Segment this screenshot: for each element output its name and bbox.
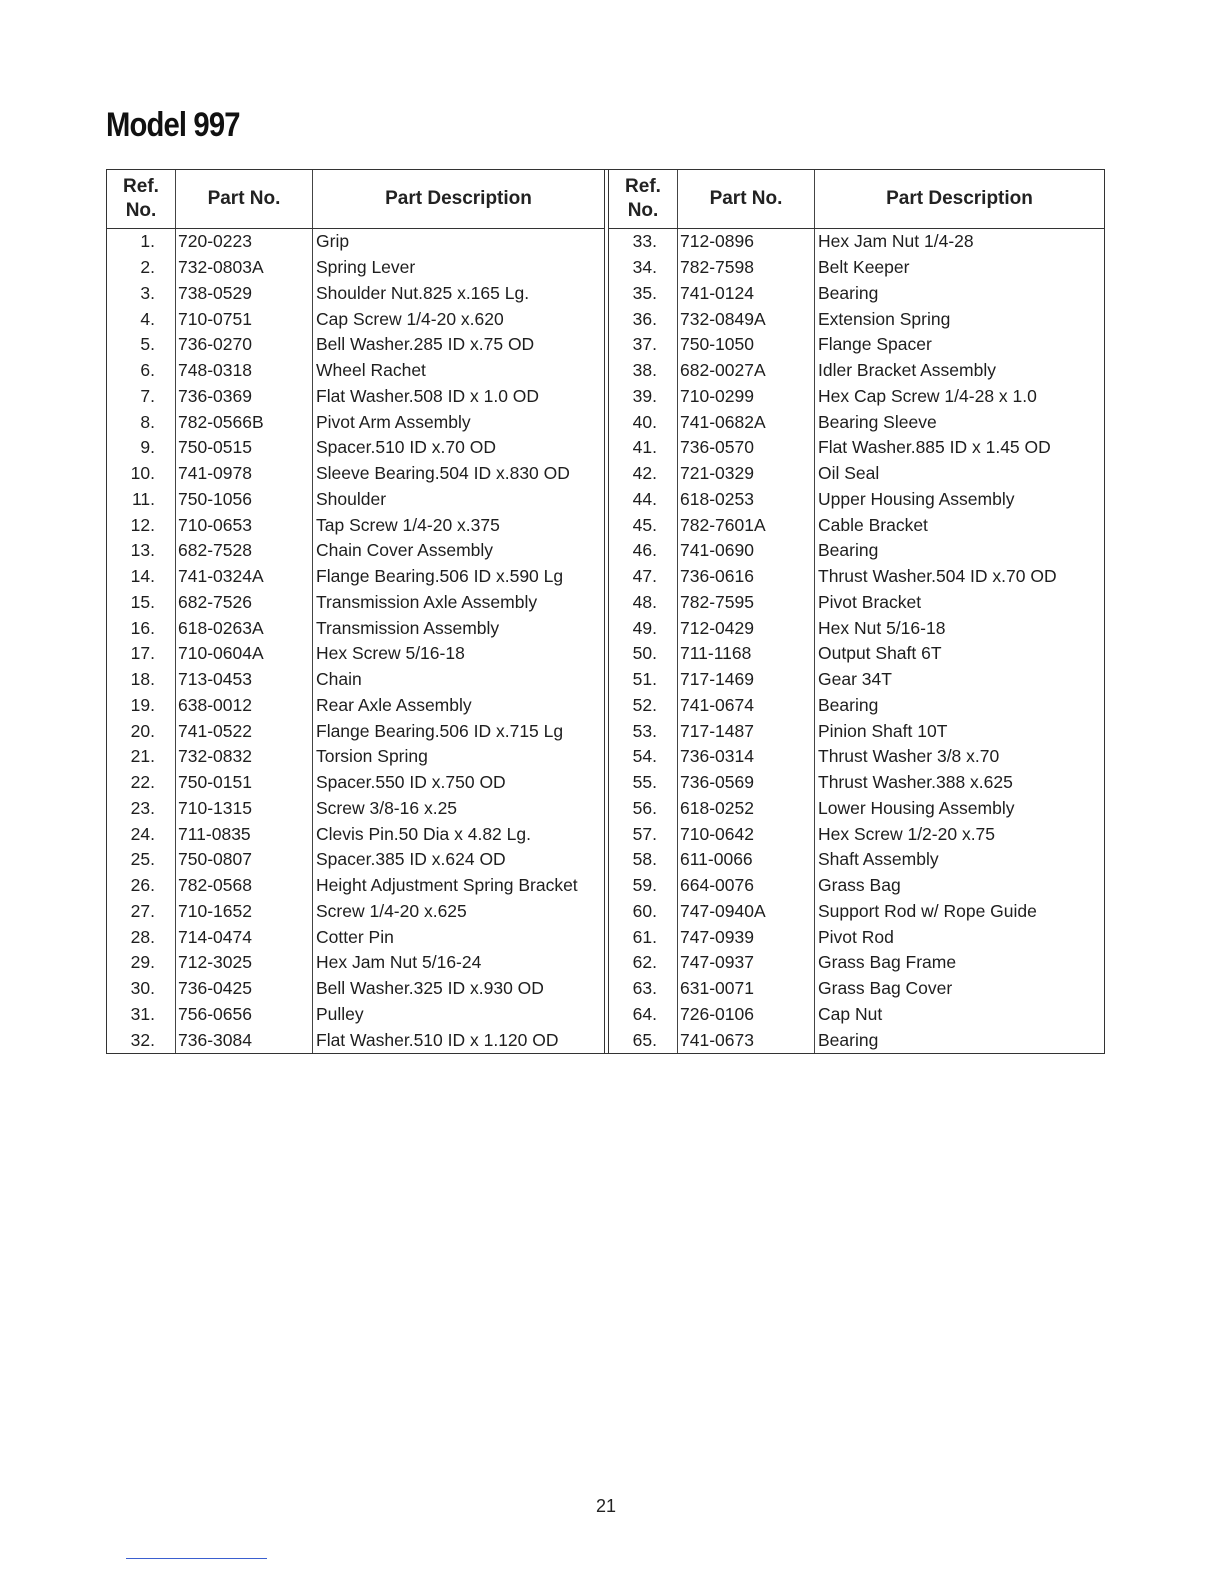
part-no-cell: 782-0568 (178, 875, 252, 896)
part-no-cell: 782-7601A (680, 514, 766, 535)
part-no-cell: 736-0425 (178, 978, 252, 999)
ref-no-cell: 57. (632, 823, 657, 844)
part-description-cell: Spacer.550 ID x.750 OD (316, 772, 506, 793)
part-description-cell: Shoulder Nut.825 x.165 Lg. (316, 282, 530, 303)
part-description-cell: Height Adjustment Spring Bracket (316, 875, 578, 896)
table-row (609, 461, 1104, 487)
part-description-cell: Lower Housing Assembly (818, 797, 1015, 818)
ref-no-cell: 37. (632, 334, 657, 355)
ref-no-cell: 58. (632, 849, 657, 870)
ref-no-cell: 38. (632, 360, 657, 381)
part-description-cell: Upper Housing Assembly (818, 488, 1015, 509)
table-row (609, 229, 1104, 255)
table-row (107, 306, 604, 332)
part-description-cell: Support Rod w/ Rope Guide (818, 900, 1037, 921)
ref-no-cell: 48. (632, 591, 657, 612)
part-description-cell: Chain Cover Assembly (316, 540, 494, 561)
part-no-cell: 741-0674 (680, 694, 754, 715)
ref-no-cell: 22. (130, 772, 155, 793)
part-description-header: Part Description (814, 170, 1104, 228)
ref-no-cell: 27. (130, 900, 155, 921)
part-description-cell: Spring Lever (316, 257, 416, 278)
part-no-cell: 741-0124 (680, 282, 754, 303)
part-no-cell: 736-0616 (680, 566, 754, 587)
part-description-cell: Hex Screw 1/2-20 x.75 (818, 823, 996, 844)
part-description-cell: Cap Nut (818, 1003, 883, 1024)
part-no-cell: 710-0604A (178, 643, 264, 664)
ref-no-cell: 25. (130, 849, 155, 870)
part-no-cell: 732-0832 (178, 746, 252, 767)
parts-table (106, 169, 1105, 1054)
ref-no-header: Ref. No. (123, 176, 159, 221)
part-no-cell: 712-0896 (680, 231, 754, 252)
table-row (609, 306, 1104, 332)
part-no-cell: 736-0270 (178, 334, 252, 355)
ref-no-cell: 51. (632, 669, 657, 690)
part-description-cell: Screw 3/8-16 x.25 (316, 797, 458, 818)
part-no-cell: 611-0066 (680, 849, 753, 870)
part-description-cell: Pivot Arm Assembly (316, 411, 471, 432)
part-no-header: Part No. (175, 170, 312, 228)
part-description-cell: Bearing (818, 282, 879, 303)
part-description-cell: Sleeve Bearing.504 ID x.830 OD (316, 463, 570, 484)
table-row (609, 770, 1104, 796)
table-row (107, 538, 604, 564)
table-row (609, 821, 1104, 847)
part-no-cell: 747-0940A (680, 900, 766, 921)
ref-no-cell: 1. (140, 231, 155, 252)
part-description-cell: Flange Bearing.506 ID x.715 Lg (316, 720, 564, 741)
table-row (609, 847, 1104, 873)
table-row (609, 564, 1104, 590)
table-row (609, 641, 1104, 667)
ref-no-cell: 17. (130, 643, 155, 664)
part-description-cell: Flange Spacer (818, 334, 932, 355)
ref-no-cell: 44. (632, 488, 657, 509)
part-no-cell: 711-0835 (178, 823, 251, 844)
ref-no-cell: 24. (130, 823, 155, 844)
part-no-cell: 741-0522 (178, 720, 252, 741)
ref-no-cell: 21. (130, 746, 155, 767)
table-row (107, 384, 604, 410)
part-no-cell: 732-0803A (178, 257, 264, 278)
ref-no-cell: 61. (632, 926, 657, 947)
table-row (609, 512, 1104, 538)
table-row (107, 281, 604, 307)
part-description-cell: Pinion Shaft 10T (818, 720, 948, 741)
table-row (107, 899, 604, 925)
ref-no-cell: 23. (130, 797, 155, 818)
table-row (107, 1002, 604, 1028)
ref-no-cell: 54. (632, 746, 657, 767)
ref-no-cell: 10. (130, 463, 155, 484)
part-description-cell: Shaft Assembly (818, 849, 939, 870)
ref-no-cell: 4. (140, 308, 155, 329)
ref-no-cell: 46. (632, 540, 657, 561)
ref-no-cell: 9. (140, 437, 155, 458)
table-body (609, 229, 1104, 1053)
part-no-cell: 748-0318 (178, 360, 252, 381)
table-row (107, 255, 604, 281)
part-no-cell: 736-0369 (178, 385, 252, 406)
part-no-cell: 714-0474 (178, 926, 252, 947)
part-no-cell: 717-1469 (680, 669, 754, 690)
part-no-cell: 618-0252 (680, 797, 754, 818)
table-row (609, 358, 1104, 384)
ref-no-cell: 42. (632, 463, 657, 484)
ref-no-cell: 5. (140, 334, 155, 355)
table-row (609, 1027, 1104, 1053)
part-description-cell: Bearing (818, 694, 879, 715)
ref-no-cell: 13. (130, 540, 155, 561)
table-row (107, 358, 604, 384)
part-no-cell: 712-3025 (178, 952, 252, 973)
ref-no-cell: 29. (130, 952, 155, 973)
ref-no-cell: 62. (632, 952, 657, 973)
ref-no-cell: 15. (130, 591, 155, 612)
part-no-cell: 717-1487 (680, 720, 754, 741)
part-description-cell: Gear 34T (818, 669, 892, 690)
part-description-cell: Cap Screw 1/4-20 x.620 (316, 308, 504, 329)
ref-no-cell: 33. (632, 231, 657, 252)
table-row (609, 435, 1104, 461)
part-no-cell: 713-0453 (178, 669, 252, 690)
part-no-cell: 664-0076 (680, 875, 754, 896)
table-row (609, 899, 1104, 925)
part-no-cell: 782-7598 (680, 257, 754, 278)
part-description-cell: Thrust Washer 3/8 x.70 (818, 746, 1000, 767)
part-description-cell: Flange Bearing.506 ID x.590 Lg (316, 566, 564, 587)
ref-no-cell: 11. (131, 488, 155, 509)
ref-no-cell: 47. (632, 566, 657, 587)
ref-no-cell: 2. (140, 257, 155, 278)
part-description-cell: Transmission Assembly (316, 617, 500, 638)
part-description-cell: Idler Bracket Assembly (818, 360, 996, 381)
part-description-cell: Bell Washer.285 ID x.75 OD (316, 334, 535, 355)
part-no-cell: 710-0751 (178, 308, 252, 329)
table-row (107, 229, 604, 255)
part-description-cell: Cotter Pin (316, 926, 394, 947)
part-description-cell: Torsion Spring (316, 746, 428, 767)
table-body (107, 229, 604, 1053)
table-row (107, 976, 604, 1002)
part-description-cell: Rear Axle Assembly (316, 694, 472, 715)
table-row (107, 950, 604, 976)
ref-no-cell: 56. (632, 797, 657, 818)
part-no-cell: 710-1652 (178, 900, 252, 921)
table-row (609, 538, 1104, 564)
part-description-cell: Hex Cap Screw 1/4-28 x 1.0 (818, 385, 1037, 406)
ref-no-cell: 63. (632, 978, 657, 999)
part-no-cell: 732-0849A (680, 308, 766, 329)
table-row (107, 435, 604, 461)
part-description-cell: Pivot Rod (818, 926, 894, 947)
part-description-cell: Flat Washer.510 ID x 1.120 OD (316, 1029, 559, 1050)
part-no-cell: 711-1168 (680, 643, 752, 664)
parts-table-right (608, 170, 1104, 1053)
part-description-cell: Bearing (818, 540, 879, 561)
ref-no-cell: 12. (130, 514, 155, 535)
table-row (107, 718, 604, 744)
part-description-cell: Shoulder (316, 488, 387, 509)
part-description-cell: Tap Screw 1/4-20 x.375 (316, 514, 500, 535)
table-row (107, 693, 604, 719)
part-description-cell: Spacer.510 ID x.70 OD (316, 437, 496, 458)
ref-no-cell: 52. (632, 694, 657, 715)
table-row (107, 487, 604, 513)
part-description-cell: Grass Bag Cover (818, 978, 953, 999)
ref-no-cell: 14. (130, 566, 155, 587)
ref-no-cell: 3. (140, 282, 155, 303)
table-row (609, 976, 1104, 1002)
table-row (609, 615, 1104, 641)
table-row (107, 332, 604, 358)
part-no-cell: 638-0012 (178, 694, 252, 715)
part-no-cell: 736-0314 (680, 746, 754, 767)
ref-no-header: Ref. No. (625, 176, 661, 221)
part-description-cell: Chain (316, 669, 362, 690)
part-no-cell: 756-0656 (178, 1003, 252, 1024)
part-no-cell: 738-0529 (178, 282, 252, 303)
part-description-cell: Clevis Pin.50 Dia x 4.82 Lg. (316, 823, 531, 844)
part-description-header: Part Description (312, 170, 604, 228)
part-description-cell: Grass Bag Frame (818, 952, 957, 973)
table-row (107, 847, 604, 873)
part-description-cell: Spacer.385 ID x.624 OD (316, 849, 506, 870)
part-no-cell: 747-0937 (680, 952, 754, 973)
table-row (107, 873, 604, 899)
part-description-cell: Hex Jam Nut 5/16-24 (316, 952, 482, 973)
part-description-cell: Bell Washer.325 ID x.930 OD (316, 978, 544, 999)
ref-no-cell: 20. (130, 720, 155, 741)
ref-no-cell: 45. (632, 514, 657, 535)
ref-no-cell: 18. (130, 669, 155, 690)
ref-no-cell: 19. (130, 694, 155, 715)
ref-no-cell: 40. (632, 411, 657, 432)
table-row (107, 590, 604, 616)
part-no-cell: 750-1050 (680, 334, 754, 355)
table-row (107, 615, 604, 641)
table-row (107, 744, 604, 770)
part-description-cell: Hex Screw 5/16-18 (316, 643, 465, 664)
part-no-cell: 710-1315 (178, 797, 252, 818)
part-description-cell: Hex Nut 5/16-18 (818, 617, 946, 638)
ref-no-cell: 64. (632, 1003, 657, 1024)
table-row (609, 693, 1104, 719)
ref-no-cell: 59. (632, 875, 657, 896)
page-title: Model 997 (106, 106, 240, 144)
part-no-cell: 782-7595 (680, 591, 754, 612)
ref-no-cell: 6. (140, 360, 155, 381)
part-no-cell: 750-0807 (178, 849, 252, 870)
part-no-cell: 726-0106 (680, 1003, 754, 1024)
table-row (609, 873, 1104, 899)
table-row (107, 564, 604, 590)
part-no-cell: 741-0690 (680, 540, 754, 561)
part-description-cell: Output Shaft 6T (818, 643, 942, 664)
part-no-cell: 710-0653 (178, 514, 252, 535)
ref-no-cell: 55. (632, 772, 657, 793)
table-row (609, 744, 1104, 770)
table-row (107, 796, 604, 822)
table-row (107, 924, 604, 950)
ref-no-cell: 53. (632, 720, 657, 741)
part-no-cell: 736-0569 (680, 772, 754, 793)
ref-no-cell: 7. (140, 385, 155, 406)
table-row (107, 512, 604, 538)
part-description-cell: Pulley (316, 1003, 364, 1024)
part-description-cell: Extension Spring (818, 308, 951, 329)
part-description-cell: Thrust Washer.388 x.625 (818, 772, 1013, 793)
ref-no-cell: 8. (140, 411, 155, 432)
footer-rule (126, 1558, 267, 1559)
table-row (609, 667, 1104, 693)
part-description-cell: Thrust Washer.504 ID x.70 OD (818, 566, 1057, 587)
part-no-cell: 682-0027A (680, 360, 766, 381)
table-row (609, 950, 1104, 976)
table-row (107, 1027, 604, 1053)
table-row (609, 255, 1104, 281)
table-row (107, 409, 604, 435)
part-no-cell: 782-0566B (178, 411, 264, 432)
ref-no-cell: 36. (632, 308, 657, 329)
ref-no-cell: 65. (632, 1029, 657, 1050)
part-description-cell: Cable Bracket (818, 514, 928, 535)
page-number: 21 (595, 1496, 617, 1516)
part-description-cell: Transmission Axle Assembly (316, 591, 538, 612)
ref-no-cell: 41. (632, 437, 657, 458)
part-description-cell: Hex Jam Nut 1/4-28 (818, 231, 974, 252)
table-row (107, 821, 604, 847)
part-no-cell: 618-0253 (680, 488, 754, 509)
table-header (609, 170, 1104, 229)
ref-no-cell: 34. (632, 257, 657, 278)
ref-no-cell: 50. (632, 643, 657, 664)
ref-no-cell: 35. (632, 282, 657, 303)
part-no-cell: 736-0570 (680, 437, 754, 458)
part-no-cell: 710-0642 (680, 823, 754, 844)
part-description-cell: Flat Washer.885 ID x 1.45 OD (818, 437, 1051, 458)
part-description-cell: Pivot Bracket (818, 591, 922, 612)
ref-no-cell: 49. (632, 617, 657, 638)
part-no-cell: 741-0673 (680, 1029, 754, 1050)
part-no-header: Part No. (677, 170, 814, 228)
ref-no-cell: 28. (130, 926, 155, 947)
ref-no-cell: 26. (130, 875, 155, 896)
table-row (609, 924, 1104, 950)
table-row (609, 487, 1104, 513)
table-row (609, 281, 1104, 307)
part-no-cell: 618-0263A (178, 617, 264, 638)
part-description-cell: Belt Keeper (818, 257, 910, 278)
part-description-cell: Bearing (818, 1029, 879, 1050)
table-row (107, 641, 604, 667)
part-no-cell: 741-0978 (178, 463, 252, 484)
part-no-cell: 750-1056 (178, 488, 252, 509)
table-row (609, 384, 1104, 410)
part-no-cell: 682-7526 (178, 591, 252, 612)
part-no-cell: 741-0682A (680, 411, 766, 432)
part-description-cell: Wheel Rachet (316, 360, 426, 381)
part-description-cell: Grass Bag (818, 875, 901, 896)
table-row (609, 718, 1104, 744)
ref-no-cell: 60. (632, 900, 657, 921)
part-no-cell: 721-0329 (680, 463, 754, 484)
table-row (107, 461, 604, 487)
table-row (609, 409, 1104, 435)
table-row (609, 1002, 1104, 1028)
part-description-cell: Bearing Sleeve (818, 411, 937, 432)
part-no-cell: 747-0939 (680, 926, 754, 947)
part-description-cell: Flat Washer.508 ID x 1.0 OD (316, 385, 540, 406)
part-description-cell: Grip (316, 231, 350, 252)
ref-no-cell: 39. (632, 385, 657, 406)
part-description-cell: Oil Seal (818, 463, 880, 484)
part-no-cell: 741-0324A (178, 566, 264, 587)
ref-no-cell: 16. (130, 617, 155, 638)
table-row (107, 770, 604, 796)
parts-table-left (107, 170, 605, 1053)
part-no-cell: 736-3084 (178, 1029, 252, 1050)
table-header (107, 170, 604, 229)
part-no-cell: 750-0515 (178, 437, 252, 458)
part-no-cell: 710-0299 (680, 385, 754, 406)
part-no-cell: 712-0429 (680, 617, 754, 638)
table-row (609, 332, 1104, 358)
part-no-cell: 720-0223 (178, 231, 252, 252)
part-no-cell: 682-7528 (178, 540, 252, 561)
table-row (609, 590, 1104, 616)
part-description-cell: Screw 1/4-20 x.625 (316, 900, 467, 921)
ref-no-cell: 30. (130, 978, 155, 999)
ref-no-cell: 31. (130, 1003, 155, 1024)
table-row (107, 667, 604, 693)
part-no-cell: 631-0071 (680, 978, 754, 999)
ref-no-cell: 32. (130, 1029, 155, 1050)
table-row (609, 796, 1104, 822)
part-no-cell: 750-0151 (178, 772, 252, 793)
